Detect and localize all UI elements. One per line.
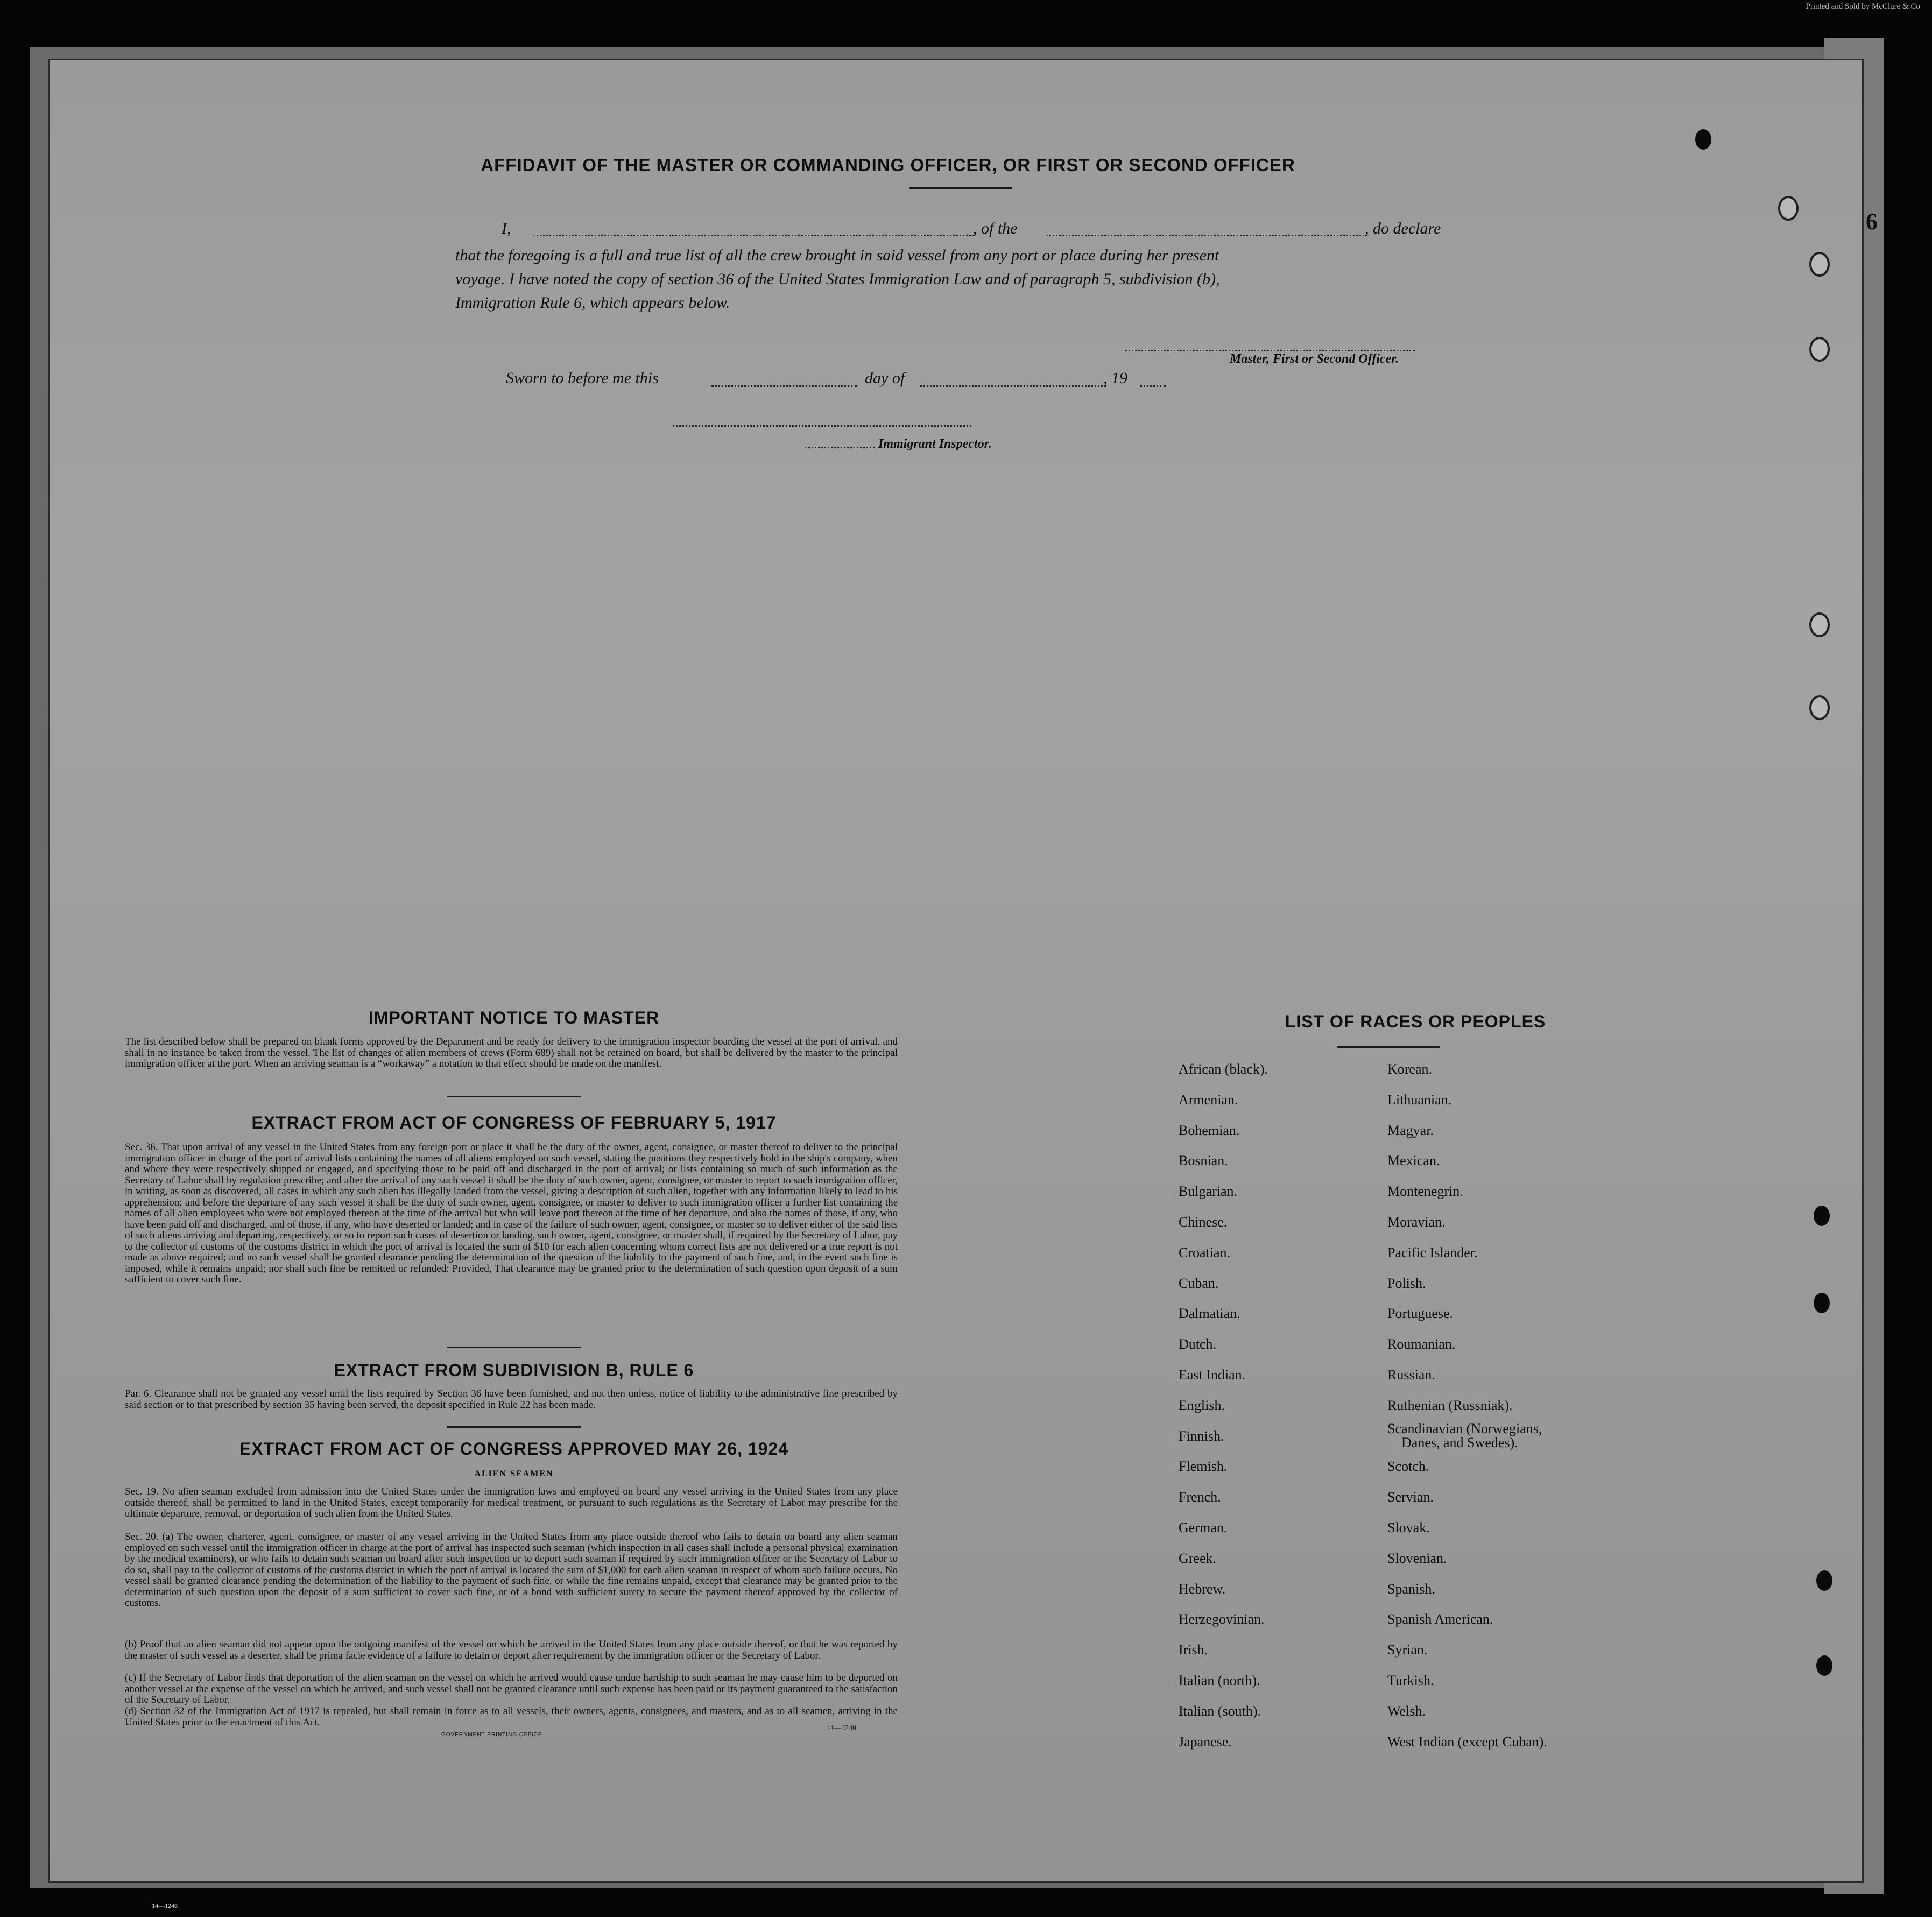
race-item: Greek. bbox=[1179, 1550, 1217, 1566]
race-item: Flemish. bbox=[1179, 1458, 1228, 1475]
race-item: Scotch. bbox=[1387, 1458, 1429, 1475]
race-item: African (black). bbox=[1179, 1061, 1268, 1077]
master-signature-blank[interactable] bbox=[1125, 350, 1415, 351]
race-item: Armenian. bbox=[1179, 1091, 1238, 1108]
sec20c-text: (c) If the Secretary of Labor finds that deportation of the alien seaman on the vessel on which he arrived would cause undue hardship to such seaman he may cause him to be deported on another vessel at the expense of the vessel on which he arrived, and such vessel shall not be granted clearance until such expense has been paid or its payment guaranteed to the satisfaction of the Secretary of Labor. bbox=[125, 1672, 898, 1705]
extract-1917-title: EXTRACT FROM ACT OF CONGRESS OF FEBRUARY 5, 1917 bbox=[251, 1113, 777, 1132]
notice-text: The list described below shall be prepared on blank forms approved by the Department and be ready for delivery to the immigration inspector boarding the vessel at the port of arrival, and shall in no instance be taken from the vessel. The list of changes of alien members of crews (Form 689) shall not be retained on board, but shall be delivered by the master to the principal immigration officer at the port. When an arriving seaman is a “workaway” a notation to that effect should be made on the manifest. bbox=[125, 1036, 898, 1069]
race-item: Slovenian. bbox=[1387, 1550, 1447, 1566]
race-item: Hebrew. bbox=[1179, 1581, 1226, 1597]
race-item: Mexican. bbox=[1387, 1153, 1440, 1169]
race-item: English. bbox=[1179, 1397, 1225, 1413]
race-item: Spanish. bbox=[1387, 1581, 1435, 1597]
binder-hole-icon bbox=[1809, 612, 1830, 637]
race-item: Roumanian. bbox=[1387, 1336, 1456, 1352]
sec20a-text: Sec. 20. (a) The owner, charterer, agent, consignee, or master of any vessel arriving in the United States from any place outside thereof who fails to detain on board any alien seaman employed on such vessel until the immigration officer in charge at the port of arrival has inspected such seaman (which inspection in all cases shall include a personal physical examination by the medical examiners), or who fails to detain such seaman on board after such inspection or to deport such seaman if required by such immigration officer or the Secretary of Labor to do so, shall pay to the collector of customs of the customs district in which the port of arrival is located the sum of $1,000 for each alien seaman in respect of whom such failure occurs. No vessel shall be granted clearance pending the determination of the liability to the payment of such fine, or while the fine remains unpaid, except that clearance may be granted prior to the determination of such question upon the deposit of a sum sufficient to cover such fine, or of a bond with sufficient surety to secure the payment thereof approved by the collector of customs. bbox=[125, 1531, 898, 1609]
race-item: Syrian. bbox=[1387, 1642, 1428, 1658]
affidavit-line4: Immigration Rule 6, which appears below. bbox=[455, 294, 730, 312]
sec20b-text: (b) Proof that an alien seaman did not appear upon the outgoing manifest of the vessel on which he arrived in the United States from any place outside thereof, or that he was reported by the master of such vessel as a deserter, shall be prima facie evidence of a failure to detain or deport after requirement by the immigration officer or the Secretary of Labor. bbox=[125, 1639, 898, 1661]
notice-title: IMPORTANT NOTICE TO MASTER bbox=[368, 1008, 660, 1027]
vessel-blank[interactable] bbox=[1047, 235, 1367, 236]
race-item: Croatian. bbox=[1179, 1244, 1231, 1260]
race-item: Italian (south). bbox=[1179, 1703, 1261, 1719]
binder-hole-icon bbox=[1695, 129, 1711, 150]
race-item: Scandinavian (Norwegians, Danes, and Swedes). bbox=[1387, 1420, 1542, 1450]
affidavit-i: I, bbox=[502, 220, 511, 237]
sworn-day-blank[interactable] bbox=[711, 385, 857, 387]
binder-hole-icon bbox=[1809, 695, 1830, 720]
race-item: Japanese. bbox=[1179, 1733, 1232, 1750]
race-item: Korean. bbox=[1387, 1061, 1433, 1077]
race-item: Lithuanian. bbox=[1387, 1091, 1452, 1108]
race-item: Russian. bbox=[1387, 1367, 1435, 1383]
year-blank[interactable] bbox=[1140, 385, 1166, 387]
day-of-label: day of bbox=[865, 369, 905, 387]
race-item: Chinese. bbox=[1179, 1214, 1228, 1230]
divider bbox=[1337, 1046, 1440, 1048]
extract-rule6-title: EXTRACT FROM SUBDIVISION B, RULE 6 bbox=[334, 1361, 694, 1380]
sec20d-text: (d) Section 32 of the Immigration Act of 1917 is repealed, but shall remain in force as to all vessels, their owners, agents, consignees, and masters, and as to all seamen, arriving in the United States prior to the enactment of this Act. bbox=[125, 1705, 898, 1728]
name-blank[interactable] bbox=[533, 235, 974, 236]
race-item: Turkish. bbox=[1387, 1673, 1434, 1688]
race-item: German. bbox=[1179, 1520, 1228, 1535]
binder-hole-icon bbox=[1778, 196, 1799, 221]
divider bbox=[447, 1096, 581, 1097]
divider bbox=[909, 187, 1012, 189]
race-item: Portuguese. bbox=[1387, 1306, 1454, 1322]
race-item: Finnish. bbox=[1179, 1428, 1224, 1444]
bottom-form-number: 14—1240 bbox=[152, 1902, 178, 1909]
race-item: Moravian. bbox=[1387, 1214, 1446, 1230]
printing-office: GOVERNMENT PRINTING OFFICE bbox=[441, 1732, 542, 1738]
sworn-label: Sworn to before me this bbox=[506, 369, 659, 387]
race-item: Dutch. bbox=[1179, 1336, 1217, 1352]
race-item: Servian. bbox=[1387, 1489, 1434, 1505]
binder-hole-icon bbox=[1809, 337, 1830, 362]
alien-seamen-subtitle: ALIEN SEAMEN bbox=[474, 1469, 554, 1478]
extract-1917-text: Sec. 36. That upon arrival of any vessel in the United States from any foreign port or place it shall be the duty of the owner, agent, consignee, or master thereof to deliver to the principal immigration officer in charge of the port of arrival lists containing the names of all aliens employed on such vessel, stating the positions they respectively hold in the ship's company, when and where they were respectively shipped or engaged, and specifying those to be paid off and discharged in the port of arrival; or lists containing so much of such information as the Secretary of Labor shall by regulation prescribe; and after the arrival of any such vessel it shall be the duty of such owner, agent, consignee, or master to report to such immigration officer, in writing, as soon as discovered, all cases in which any such alien has illegally landed from the vessel, giving a description of such alien, together with any information likely to lead to his apprehension; and before the departure of any such vessel it shall be the duty of such owner, agent, consignee, or master to deliver to such immigration officer a further list containing the names of all alien employees who were not employed thereon at the time of the arrival but who will leave port thereon at the time of her departure, and also the names of those, if any, who have been paid off and discharged, and of those, if any, who have deserted or landed; and in case of the failure of such owner, agent, consignee, or master so to deliver either of the said lists of such aliens arriving and departing, respectively, or so to report such cases of desertion or landing, such owner, agent, consignee, or master shall, if required by the Secretary of Labor, pay to the collector of customs of the customs district in which the port of arrival is located the sum of $10 for each alien concerning whom correct lists are not delivered or a true report is not made as above required; and no such vessel shall be granted clearance pending the determination of the question of the liability to the payment of such fine, and, in the event such fine is imposed, while it remains unpaid; nor shall such fine be remitted or refunded: Provided, That clearance may be granted prior to the determination of such question upon deposit of a sum sufficient to cover such fine. bbox=[125, 1141, 898, 1285]
race-item: Cuban. bbox=[1179, 1275, 1219, 1291]
race-item: Dalmatian. bbox=[1179, 1306, 1240, 1322]
binder-hole-icon bbox=[1816, 1570, 1832, 1591]
sworn-month-blank[interactable] bbox=[920, 385, 1106, 387]
printer-credit: Printed and Sold by McClure & Co bbox=[1806, 2, 1920, 11]
race-item: Slovak. bbox=[1387, 1520, 1430, 1535]
binder-hole-icon bbox=[1814, 1293, 1830, 1313]
inspector-prefix-dots bbox=[805, 447, 875, 448]
divider bbox=[447, 1426, 581, 1428]
master-signature-label: Master, First or Second Officer. bbox=[1230, 352, 1399, 366]
inspector-label: Immigrant Inspector. bbox=[878, 437, 992, 451]
race-item: Italian (north). bbox=[1179, 1673, 1260, 1688]
race-item: Pacific Islander. bbox=[1387, 1244, 1478, 1260]
affidavit-of-the: , of the bbox=[973, 220, 1018, 237]
page-number: 6 bbox=[1866, 208, 1878, 235]
race-item: Montenegrin. bbox=[1387, 1183, 1463, 1200]
race-item: Polish. bbox=[1387, 1275, 1426, 1291]
binder-hole-icon bbox=[1809, 252, 1830, 277]
affidavit-do-declare: , do declare bbox=[1365, 220, 1441, 237]
race-item: West Indian (except Cuban). bbox=[1387, 1733, 1547, 1750]
inspector-signature-blank[interactable] bbox=[673, 425, 971, 427]
divider bbox=[447, 1347, 581, 1348]
race-item: Ruthenian (Russniak). bbox=[1387, 1397, 1513, 1413]
race-item: Bohemian. bbox=[1179, 1122, 1240, 1138]
affidavit-line2: that the foregoing is a full and true list of all the crew brought in said vessel from any port or place during her present bbox=[455, 246, 1219, 264]
sec19-text: Sec. 19. No alien seaman excluded from admission into the United States under the immigration laws and employed on board any vessel arriving in the United States from any place outside thereof, shall be permitted to land in the United States, except temporarily for medical treatment, or pursuant to such regulations as the Secretary of Labor may prescribe for the ultimate departure, removal, or deportation of such alien from the United States. bbox=[125, 1486, 898, 1519]
race-item: Magyar. bbox=[1387, 1122, 1434, 1138]
extract-rule6-text: Par. 6. Clearance shall not be granted any vessel until the lists required by Section 36 have been furnished, and not then unless, notice of liability to the administrative fine prescribed by said section or to that prescribed by section 35 having been served, the deposit specified in Rule 22 has been made. bbox=[125, 1388, 898, 1411]
race-item: Herzegovinian. bbox=[1179, 1611, 1265, 1627]
race-item: Spanish American. bbox=[1387, 1611, 1493, 1627]
binder-hole-icon bbox=[1814, 1206, 1830, 1226]
form-number: 14—1240 bbox=[826, 1724, 856, 1732]
race-item: Irish. bbox=[1179, 1642, 1208, 1658]
race-item: French. bbox=[1179, 1489, 1221, 1505]
binder-hole-icon bbox=[1816, 1655, 1832, 1676]
race-item: East Indian. bbox=[1179, 1367, 1246, 1383]
races-title: LIST OF RACES OR PEOPLES bbox=[1285, 1012, 1546, 1031]
affidavit-title: AFFIDAVIT OF THE MASTER OR COMMANDING OFFICER, OR FIRST OR SECOND OFFICER bbox=[481, 155, 1295, 175]
race-item: Bosnian. bbox=[1179, 1153, 1228, 1169]
race-item: Welsh. bbox=[1387, 1703, 1426, 1719]
affidavit-line3: voyage. I have noted the copy of section 36 of the United States Immigration Law and of paragraph 5, subdivision (b), bbox=[455, 270, 1220, 288]
year-label: , 19 bbox=[1103, 369, 1127, 387]
extract-1924-title: EXTRACT FROM ACT OF CONGRESS APPROVED MAY 26, 1924 bbox=[239, 1439, 789, 1458]
race-item: Bulgarian. bbox=[1179, 1183, 1238, 1200]
